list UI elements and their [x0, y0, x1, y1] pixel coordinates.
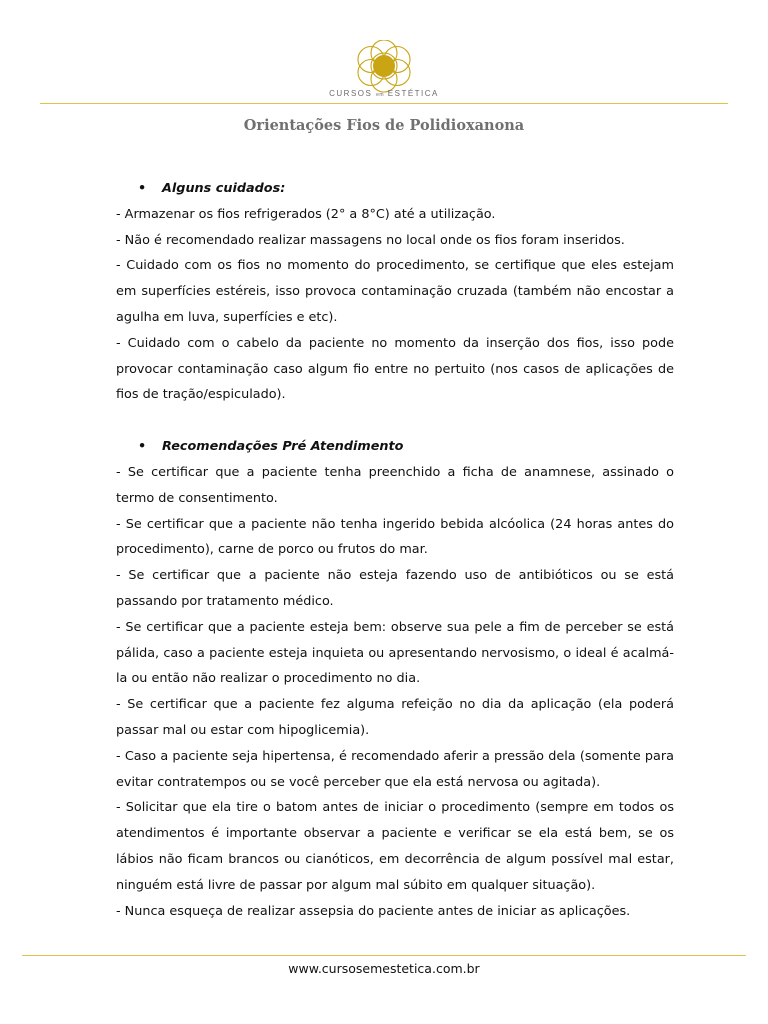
care-item: - Armazenar os fios refrigerados (2° a 8°C) até a utilização.	[116, 206, 496, 222]
section-heading-care: • Alguns cuidados:	[116, 176, 674, 202]
bullet-icon: •	[138, 181, 147, 196]
section-heading-pre-care: • Recomendações Pré Atendimento	[116, 434, 674, 460]
recommendation-item: - Se certificar que a paciente não esteja fazendo uso de antibióticos ou se está passando por tratamento médico.	[116, 568, 674, 609]
recommendation-item: - Se certificar que a paciente tenha preenchido a ficha de anamnese, assinado o termo de consentimento.	[116, 464, 674, 506]
page-title: Orientações Fios de Polidioxanona	[243, 117, 525, 134]
document-body	[116, 176, 674, 924]
care-item: - Cuidado com os fios no momento do procedimento, se certifique que eles estejam em superfícies estéreis, isso provoca contaminação cruzada (também não encostar a agulha em luva, superfícies e etc).	[116, 258, 674, 325]
header-divider	[40, 103, 728, 104]
recommendation-item: - Solicitar que ela tire o batom antes de iniciar o procedimento (sempre em todos os atendimentos é importante observar a paciente e verificar se ela está bem, se os lábios não ficam brancos ou cianóticos, em decorrência de algum possível mal estar, ninguém está livre de passar por algum mal súbito em qualquer situação).	[116, 800, 674, 893]
care-item: - Não é recomendado realizar massagens no local onde os fios foram inseridos.	[116, 232, 625, 248]
footer-divider	[22, 955, 746, 956]
footer-website: www.cursosemestetica.com.br	[288, 961, 480, 976]
recommendation-item: - Se certificar que a paciente não tenha ingerido bebida alcóolica (24 horas antes do procedimento), carne de porco ou frutos do mar.	[116, 516, 674, 558]
brand-name: CURSOS em ESTÉTICA	[329, 89, 439, 98]
recommendation-item: - Se certificar que a paciente fez alguma refeição no dia da aplicação (ela poderá passar mal ou estar com hipoglicemia).	[116, 697, 674, 738]
care-item: - Cuidado com o cabelo da paciente no momento da inserção dos fios, isso pode provocar contaminação caso algum fio entre no pertuito (nos casos de aplicações de fios de tração/espiculado).	[116, 335, 674, 403]
recommendation-item: - Se certificar que a paciente esteja bem: observe sua pele a fim de perceber se está pálida, caso a paciente esteja inquieta ou apresentando nervosismo, o ideal é acalmá-la ou então não realizar o procedimento no dia.	[116, 619, 674, 687]
recommendation-item: - Nunca esqueça de realizar assepsia do paciente antes de iniciar as aplicações.	[116, 903, 631, 919]
bullet-icon: •	[138, 439, 147, 455]
recommendation-item: - Caso a paciente seja hipertensa, é recomendado aferir a pressão dela (somente para evitar contratempos ou se você perceber que ela está nervosa ou agitada).	[116, 748, 674, 790]
spacer	[116, 408, 674, 434]
